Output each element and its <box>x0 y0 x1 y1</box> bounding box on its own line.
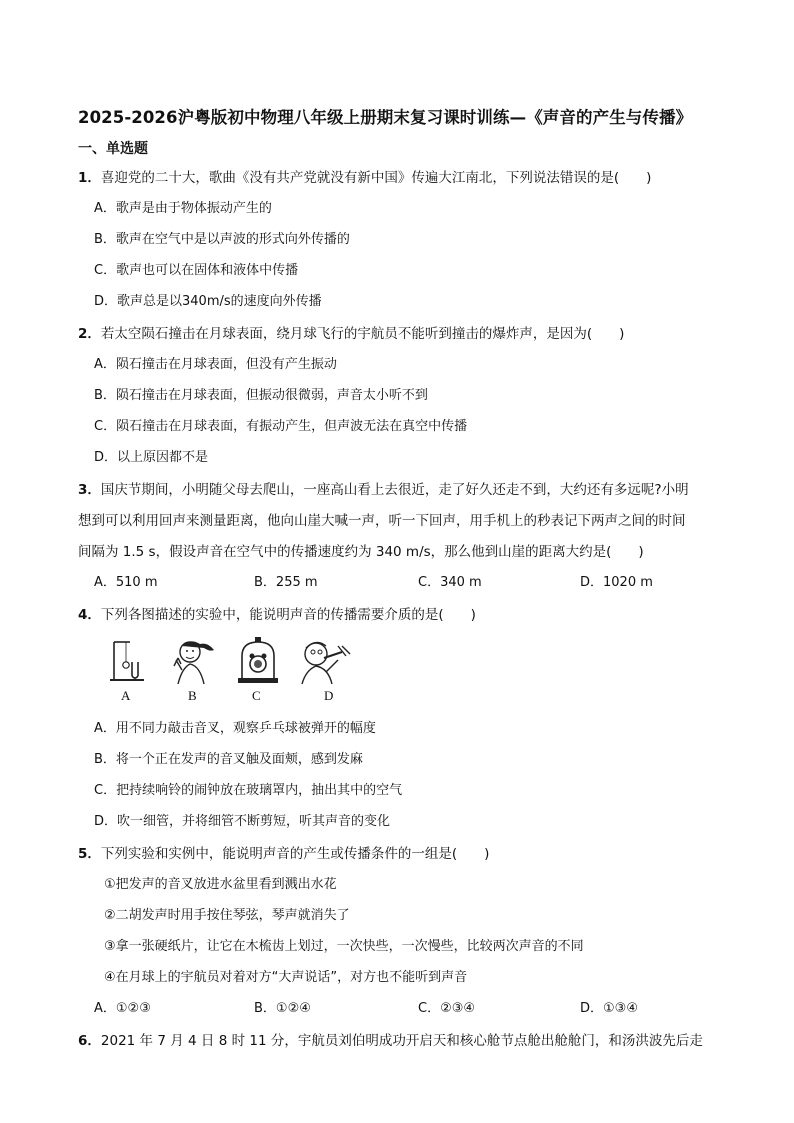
question-number: 2． <box>78 326 101 342</box>
question-number: 4． <box>78 607 101 623</box>
q1-option-d: D．歌声总是以340m/s的速度向外传播 <box>94 294 322 309</box>
q3-option-d: D．1020 m <box>580 575 653 590</box>
girl-tuning-fork-figure <box>170 636 220 686</box>
q3-option-c: C．340 m <box>418 575 482 590</box>
question-2 <box>78 322 624 342</box>
question-1 <box>78 166 651 186</box>
man-blowing-tube-figure <box>296 636 356 686</box>
q1-option-c: C．歌声也可以在固体和液体中传播 <box>94 263 299 278</box>
q2-option-a: A．陨石撞击在月球表面，但没有产生振动 <box>94 357 337 372</box>
question-stem: 喜迎党的二十大，歌曲《没有共产党就没有新中国》传遍大江南北，下列说法错误的是( ) <box>100 170 652 186</box>
q2-option-c: C．陨石撞击在月球表面，有振动产生，但声波无法在真空中传播 <box>94 419 468 434</box>
question-3 <box>78 478 689 498</box>
question-stem: 下列各图描述的实验中，能说明声音的传播需要介质的是( ) <box>100 607 476 623</box>
tuning-fork-ball-figure <box>104 636 152 686</box>
bell-jar-alarm-figure <box>236 636 280 686</box>
question-stem: 2021 年 7 月 4 日 8 时 11 分，宇航员刘伯明成功开启天和核心舱节点舱出舱舱门，和汤洪波先后走 <box>100 1033 703 1049</box>
figure-label-a: A <box>121 688 131 703</box>
question-stem: 下列实验和实例中，能说明声音的产生或传播条件的一组是( ) <box>100 846 490 862</box>
q2-option-d: D．以上原因都不是 <box>94 450 209 465</box>
question-number: 3． <box>78 482 101 498</box>
q3-option-b: B．255 m <box>254 575 318 590</box>
figure-label-c: C <box>252 688 261 703</box>
q1-option-a: A．歌声是由于物体振动产生的 <box>94 201 272 216</box>
question-stem-line: 间隔为 1.5 s，假设声音在空气中的传播速度约为 340 m/s，那么他到山崖的距离大约是( ) <box>78 544 644 560</box>
q4-option-b: B．将一个正在发声的音叉触及面颊，感到发麻 <box>94 752 363 767</box>
q5-item-3: ③拿一张硬纸片，让它在木梳齿上划过，一次快些，一次慢些，比较两次声音的不同 <box>104 939 584 954</box>
q4-option-d: D．吹一细管，并将细管不断剪短，听其声音的变化 <box>94 814 391 829</box>
q5-option-a: A．①②③ <box>94 1001 151 1016</box>
document-title: 2025-2026沪粤版初中物理八年级上册期末复习课时训练—《声音的产生与传播》 <box>78 108 693 127</box>
q3-option-a: A．510 m <box>94 575 158 590</box>
question-number: 6． <box>78 1033 101 1049</box>
figure-label-d: D <box>324 688 334 703</box>
q4-option-c: C．把持续响铃的闹钟放在玻璃罩内，抽出其中的空气 <box>94 783 403 798</box>
q5-item-2: ②二胡发声时用手按住琴弦，琴声就消失了 <box>104 908 350 923</box>
q5-item-4: ④在月球上的宇航员对着对方“大声说话”，对方也不能听到声音 <box>104 970 468 985</box>
q1-option-b: B．歌声在空气中是以声波的形式向外传播的 <box>94 232 350 247</box>
question-stem-line: 想到可以利用回声来测量距离，他向山崖大喊一声，听一下回声，用手机上的秒表记下两声之间的时间 <box>78 513 686 529</box>
question-number: 5． <box>78 846 101 862</box>
question-6 <box>78 1029 703 1049</box>
q5-option-c: C．②③④ <box>418 1001 476 1016</box>
question-stem: 若太空陨石撞击在月球表面，绕月球飞行的宇航员不能听到撞击的爆炸声，是因为( ) <box>100 326 625 342</box>
question-4 <box>78 603 476 623</box>
question-5 <box>78 842 489 862</box>
figure-label-b: B <box>188 688 197 703</box>
q4-option-a: A．用不同力敲击音叉，观察乒乓球被弹开的幅度 <box>94 721 376 736</box>
question-number: 1． <box>78 170 101 186</box>
section-heading: 一、单选题 <box>78 141 148 157</box>
question-stem-line: 国庆节期间，小明随父母去爬山，一座高山看上去很近，走了好久还走不到，大约还有多远呢?小明 <box>100 482 689 498</box>
q2-option-b: B．陨石撞击在月球表面，但振动很微弱，声音太小听不到 <box>94 388 428 403</box>
q5-option-b: B．①②④ <box>254 1001 311 1016</box>
q5-item-1: ①把发声的音叉放进水盆里看到溅出水花 <box>104 877 337 892</box>
q5-option-d: D．①③④ <box>580 1001 638 1016</box>
